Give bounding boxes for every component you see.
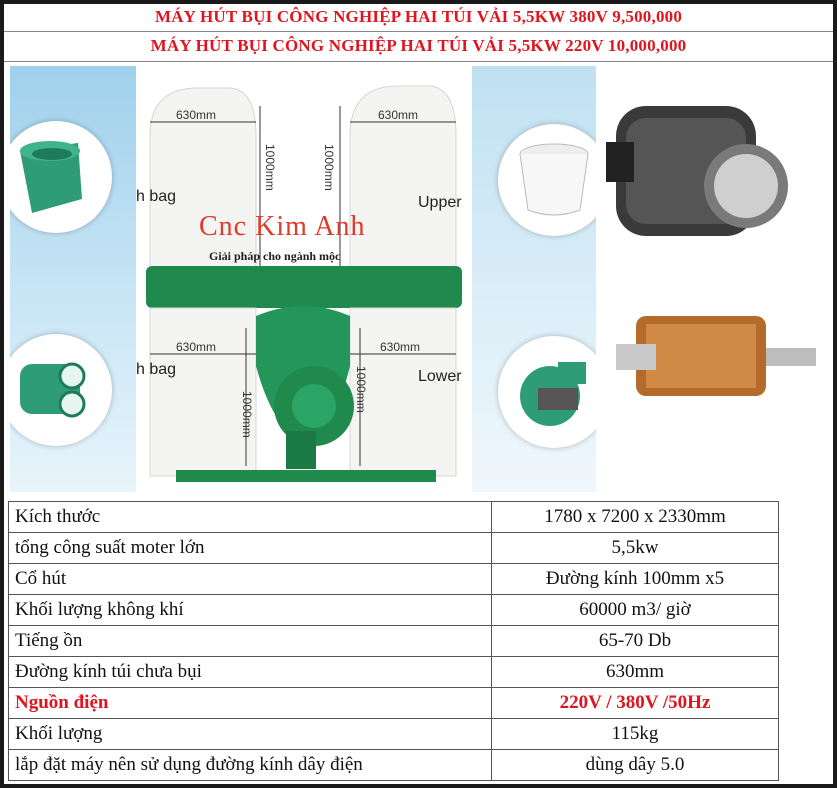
label-upper: Upper [418,194,462,211]
spec-table [8,501,779,781]
dim-height-bottom-right: 1000mm [354,366,368,413]
inlet-manifold-image [10,334,112,446]
product-sheet [4,4,833,784]
spec-value: 60000 m3/ giờ [492,595,779,626]
right-accessory-panel [472,66,596,492]
spec-value: 630mm [492,657,779,688]
label-lower: Lower [418,368,462,385]
spec-row [9,595,779,626]
title-380v: MÁY HÚT BỤI CÔNG NGHIỆP HAI TÚI VẢI 5,5KW 380V 9,500,000 [154,7,683,26]
dim-width-top-right: 630mm [378,108,419,122]
spec-row [9,533,779,564]
spec-value: 115kg [492,719,779,750]
spec-value: Đường kính 100mm x5 [492,564,779,595]
title-divider [4,31,833,32]
dim-width-bottom-left: 630mm [176,340,217,354]
blower-fan-image [498,336,596,448]
label-filter-bag-bottom: h bag [136,361,177,378]
spec-row [9,719,779,750]
spec-key: tổng công suất moter lớn [9,533,492,564]
spec-value: dùng dây 5.0 [492,750,779,781]
dust-collector-image [136,66,472,492]
spec-key: Khối lượng không khí [9,595,492,626]
spec-key: Nguồn điện [9,688,492,719]
spec-row [9,750,779,781]
watermark-brand: Cnc Kim Anh [199,211,366,242]
spec-key: Khối lượng [9,719,492,750]
dim-height-bottom-left: 1000mm [240,391,254,438]
spec-row [9,502,779,533]
dim-height-top-left: 1000mm [263,144,277,191]
spec-value: 1780 x 7200 x 2330mm [492,502,779,533]
dim-width-top-left: 630mm [176,108,217,122]
title-divider-bottom [4,61,833,62]
spec-row [9,564,779,595]
spec-value: 220V / 380V /50Hz [492,688,779,719]
inlet-hood-image [10,121,112,233]
spec-key: Kích thước [9,502,492,533]
motor-images-panel [596,66,829,492]
spec-row [9,626,779,657]
spec-row [9,657,779,688]
title-220v: MÁY HÚT BỤI CÔNG NGHIỆP HAI TÚI VẢI 5,5KW 220V 10,000,000 [150,36,687,55]
left-accessory-panel [10,66,136,492]
spec-value: 65-70 Db [492,626,779,657]
dim-width-bottom-right: 630mm [380,340,421,354]
motor-image [596,66,829,492]
filter-bag-image [498,124,596,236]
spec-key: lắp đặt máy nên sử dụng đường kính dây điện [9,750,492,781]
watermark-tagline: Giải pháp cho ngành mộc [209,249,341,263]
dim-height-top-right: 1000mm [322,144,336,191]
spec-value: 5,5kw [492,533,779,564]
spec-key: Cổ hút [9,564,492,595]
rotor-image [616,316,816,396]
label-filter-bag-top: h bag [136,188,177,205]
spec-key: Đường kính túi chưa bụi [9,657,492,688]
spec-key: Tiếng ồn [9,626,492,657]
spec-row [9,688,779,719]
